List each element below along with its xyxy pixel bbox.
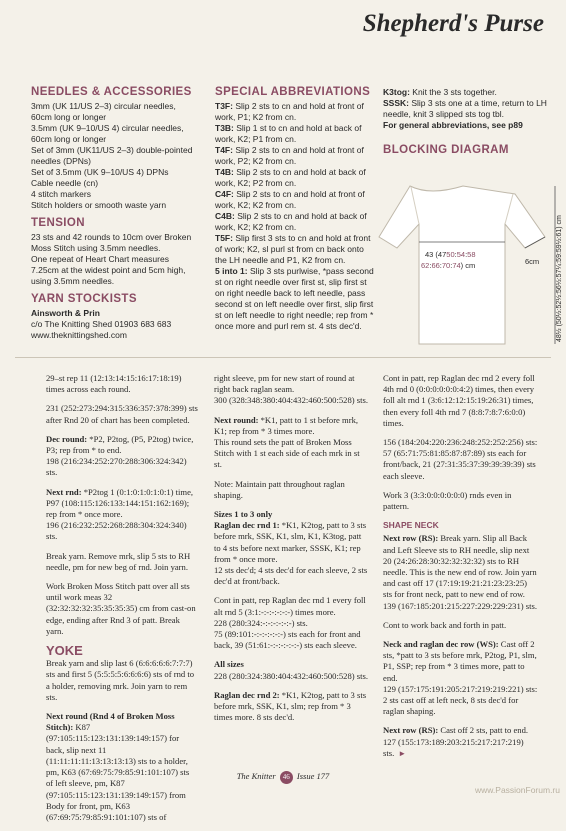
pattern-text: Raglan dec rnd 1: *K1, K2tog, patt to 3 sts before mrk, SSK, K1, slm, K1, K3tog, patt to 4 sts before next marker, SSSK, K1; rep from * once more. 12 sts dec'd; 4 sts dec'd for each sleeve, 2 sts dec'd at front/back.	[214, 520, 368, 587]
pattern-text: 156 (184:204:220:236:248:252:252:256) sts: 57 (65:71:75:81:85:87:87:89) sts each for front/back, 21 (27:31:35:37:39:39:39:39) sts each sleeve.	[383, 437, 538, 481]
page-footer	[0, 771, 566, 784]
pattern-text: All sizes 228 (280:324:380:404:432:460:500:528) sts.	[214, 659, 368, 681]
abbrev-item: T5F: Slip first 3 sts to cn and hold at front of work; K2, sl purl st from cn back onto the LH needle and P1, K2 from cn.	[215, 233, 371, 265]
pattern-text: Work 3 (3:3:0:0:0:0:0:0) rnds even in pattern.	[383, 489, 512, 512]
abbrev-item: C4F: Slip 2 sts to cn and hold at front of work, K2; K2 from cn.	[215, 189, 365, 210]
pattern-text: Cont in patt, rep Raglan dec rnd 1 every foll alt rnd 5 (3:1:-:-:-:-:-:-) times more. 228 (280:324:-:-:-:-:-:-) sts. 75 (89:101:-:-:-:-:-:-) sts each for front and back, 39 (51:61:-:-:-:-:-:-) sts each sleeve.	[214, 595, 366, 651]
pattern-text: right sleeve, pm for new start of round at right back raglan seam. 300 (328:348:380:404:432:460:500:528) sts.	[214, 373, 368, 406]
pattern-text: Raglan dec rnd 2: *K1, K2tog, patt to 3 sts before mrk, SSK, K1, slm; rep from * 3 times more. 8 sts dec'd.	[214, 689, 367, 723]
pattern-column-1	[46, 373, 198, 831]
page-number-badge: 46	[280, 771, 293, 784]
abbrev-item: 5 into 1: Slip 3 sts purlwise, *pass second st on right needle over first st, slip first st on right needle back to left needle, pass second st on left needle over first, slip first st on left needle to right needle; rep from * once more and purl rem st. 4 sts dec'd.	[215, 266, 374, 331]
stockists-heading: YARN STOCKISTS	[31, 293, 137, 305]
continue-arrow-icon: ►	[398, 748, 407, 758]
needles-line: Set of 3mm (UK11/US 2–3) double-pointed needles (DPNs)	[31, 145, 193, 166]
stockist-line: c/o The Knitting Shed 01903 683 683	[31, 319, 172, 329]
blocking-diagram-heading: BLOCKING DIAGRAM	[383, 144, 509, 156]
pattern-text: Cont to work back and forth in patt.	[383, 619, 507, 630]
needles-column	[31, 87, 196, 341]
publication-name: The Knitter	[236, 771, 276, 781]
abbreviations-heading: SPECIAL ABBREVIATIONS	[215, 86, 371, 98]
stockist-url[interactable]: www.theknittingshed.com	[31, 330, 127, 340]
yoke-heading: YOKE	[46, 643, 83, 659]
pattern-text: 231 (252:273:294:315:336:357:378:399) sts after Rnd 20 of chart has been completed.	[46, 403, 198, 425]
pattern-text: Next round (Rnd 4 of Broken Moss Stitch): K87 (97:105:115:123:131:139:149:157) for back, slip next 11 (11:11:11:11:13:13:13:13) sts to a holder, pm, K63 (67:69:75:79:85:91:101:107) sts of left sleeve, pm, K87 (97:105:115:123:131:139:149:157) from Body for front, pm, K63 (67:69:75:79:85:91:101:107) sts of	[46, 711, 190, 822]
shape-neck-heading: SHAPE NECK	[383, 520, 439, 531]
blocking-diagram	[375, 182, 563, 352]
pattern-text: 29–st rep 11 (12:13:14:15:16:17:18:19) times across each round.	[46, 373, 182, 395]
pattern-text: Neck and raglan dec row (WS): Cast off 2 sts, *patt to 3 sts before mrk, P2tog, P1, slm, P1, SSP; rep from * 3 times more, patt to end. 129 (157:175:191:205:217:219:219:221) sts: 2 sts cast off at left neck, 8 sts dec'd for raglan shaping.	[383, 639, 538, 717]
pattern-text: Sizes 1 to 3 only	[214, 509, 273, 520]
needles-heading: NEEDLES & ACCESSORIES	[31, 86, 192, 98]
abbrev-item: K3tog: Knit the 3 sts together.	[383, 87, 497, 97]
width-label-2: 62:66:70:74) cm	[421, 261, 476, 270]
needles-line: Stitch holders or smooth waste yarn	[31, 200, 167, 210]
watermark: www.PassionForum.ru	[474, 785, 560, 795]
pattern-text: Break yarn. Remove mrk, slip 5 sts to RH needle, pm for new beg of rnd. Join yarn.	[46, 550, 191, 572]
tension-heading: TENSION	[31, 217, 85, 229]
sleeve-label: 6cm	[525, 257, 540, 266]
stockist-name: Ainsworth & Prin	[31, 308, 100, 318]
tension-line: One repeat of Heart Chart measures 7.25cm at the widest point and 5cm high, using 3.5mm needles.	[31, 254, 186, 286]
abbrev-cont-column	[383, 87, 553, 159]
tension-line: 23 sts and 42 rounds to 10cm over Broken Moss Stitch using 3.5mm needles.	[31, 232, 192, 253]
width-label-1: 43 (4750:54:58	[425, 250, 476, 259]
issue-number: Issue 177	[296, 771, 330, 781]
needles-line: 3.5mm (UK 9–10/US 4) circular needles, 60cm long or longer	[31, 123, 184, 144]
abbrev-item: T3F: Slip 2 sts to cn and hold at front of work, P1; K2 from cn.	[215, 101, 364, 122]
pattern-text: Next rnd: *P2tog 1 (0:1:0:1:0:1:0:1) time, P97 (108:115:126:133:144:151:162:169); rep from * once more. 196 (216:232:252:268:288:304:324:340) sts.	[46, 486, 194, 542]
pattern-text: Work Broken Moss Stitch patt over all sts until work meas 32 (32:32:32:32:35:35:35:35) cm from cast-on edge, ending after Rnd 3 of patt. Break yarn.	[46, 581, 196, 636]
needles-line: 3mm (UK 11/US 2–3) circular needles, 60cm long or longer	[31, 101, 176, 122]
pattern-column-3	[383, 373, 538, 767]
needles-line: Cable needle (cn)	[31, 178, 99, 188]
needles-line: Set of 3.5mm (UK 9–10/US 4) DPNs	[31, 167, 169, 177]
length-label: 48½ (50½:52½:56½:57¼:59:59½:61) cm	[556, 215, 563, 342]
abbrev-item: T3B: Slip 1 st to cn and hold at back of work, K2; P1 from cn.	[215, 123, 362, 144]
general-abbrev-note: For general abbreviations, see p89	[383, 120, 523, 130]
abbrev-item: SSSK: Slip 3 sts one at a time, return to LH needle, knit 3 slipped sts tog tbl.	[383, 98, 547, 119]
abbreviations-column	[215, 87, 375, 332]
pattern-column-2	[214, 373, 368, 731]
page-title: Shepherd's Purse	[362, 10, 544, 37]
section-divider	[15, 357, 551, 358]
pattern-text: Break yarn and slip last 6 (6:6:6:6:6:7:7:7) sts and first 5 (5:5:5:5:6:6:6:6) sts of rnd to a holder, removing mrk. Join yarn to rem sts.	[46, 658, 194, 702]
pattern-text: Next round: *K1, patt to 1 st before mrk, K1; rep from * 3 times more. This round sets the patt of Broken Moss Stitch with 1 st each side of each mrk in st st.	[214, 414, 360, 470]
abbrev-item: C4B: Slip 2 sts to cn and hold at back of work, K2; K2 from cn.	[215, 211, 367, 232]
abbrev-item: T4B: Slip 2 sts to cn and hold at back of work, K2; P2 from cn.	[215, 167, 366, 188]
pattern-text: Dec round: *P2, P2tog, (P5, P2tog) twice, P3; rep from * to end. 198 (216:234:252:270:288:306:324:342) sts.	[46, 433, 194, 478]
abbrev-item: T4F: Slip 2 sts to cn and hold at front of work, P2; K2 from cn.	[215, 145, 364, 166]
pattern-text: Note: Maintain patt throughout raglan shaping.	[214, 478, 345, 500]
pattern-text: Next row (RS): Cast off 2 sts, patt to end. 127 (155:173:189:203:215:217:217:219) sts. ►	[383, 725, 529, 758]
pattern-text: Next row (RS): Break yarn. Slip all Back and Left Sleeve sts to RH needle, slip next 20 (24:26:28:30:32:32:32:32) sts to RH needle. This is the new end of row. Join yarn and cast off 17 (17:19:19:21:21:23:23:25) sts for front neck, patt to new end of row. 139 (167:185:201:215:227:229:229:231) sts.	[383, 533, 537, 611]
needles-line: 4 stitch markers	[31, 189, 91, 199]
pattern-text: Cont in patt, rep Raglan dec rnd 2 every foll 4th rnd 0 (0:0:0:0:0:0:4:2) times, then every foll alt rnd 1 (3:6:12:12:15:19:26:31) times, then every foll 4th rnd 7 (8:8:7:8:7:6:0:0) times.	[383, 373, 535, 428]
